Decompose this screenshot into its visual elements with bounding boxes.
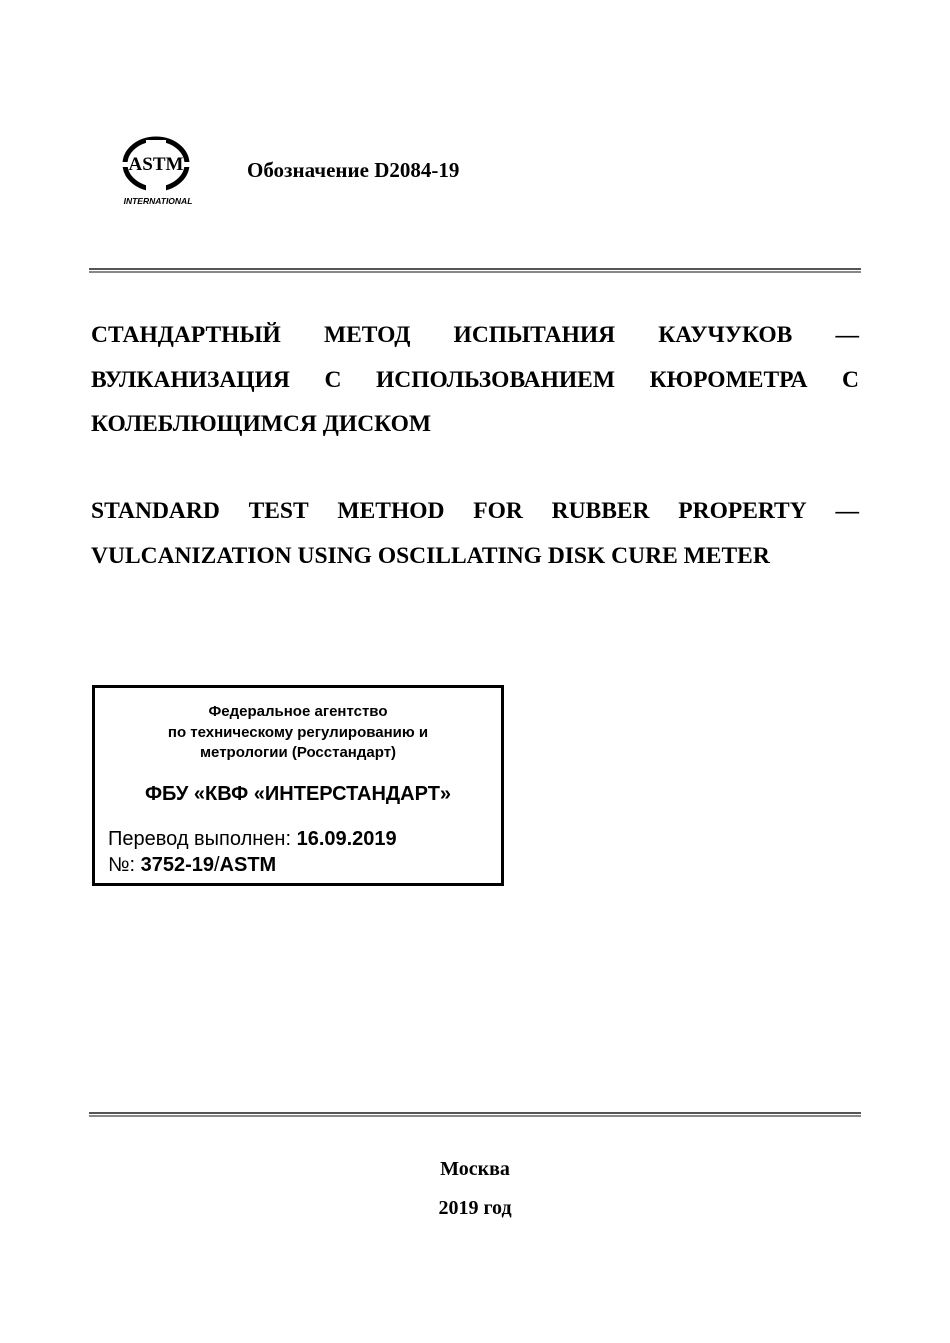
translation-number: 3752-19 — [140, 854, 214, 876]
logo-text: ASTM — [128, 154, 184, 175]
title-ru-line-1: СТАНДАРТНЫЙ МЕТОД ИСПЫТАНИЯ КАУЧУКОВ — — [91, 322, 859, 348]
agency-name: Федеральное агентство по техническому регулированию и метрологии (Росстандарт) — [167, 703, 429, 761]
translation-stamp — [92, 685, 504, 886]
title-ru-line-3: КОЛЕБЛЮЩИМСЯ ДИСКОМ — [91, 411, 432, 437]
translation-number-line: №: 3752-19/ASTM — [108, 854, 277, 876]
logo-subtext: INTERNATIONAL — [123, 196, 193, 206]
designation: Обозначение D2084-19 — [247, 158, 460, 182]
title-en — [91, 489, 859, 578]
title-en-line-1: STANDARD TEST METHOD FOR RUBBER PROPERTY — — [91, 498, 859, 524]
translation-number-label: №: — [108, 854, 136, 876]
top-divider — [89, 268, 861, 273]
translation-date-line — [108, 828, 397, 851]
year: 2019 год — [438, 1197, 512, 1219]
organization-name: ФБУ «КВФ «ИНТЕРСТАНДАРТ» — [144, 783, 452, 805]
title-en-line-2: VULCANIZATION USING OSCILLATING DISK CURE METER — [91, 542, 770, 569]
translation-date: 16.09.2019 — [296, 828, 397, 850]
translation-date-label: Перевод выполнен: — [108, 828, 292, 850]
title-ru-line-2: ВУЛКАНИЗАЦИЯ С ИСПОЛЬЗОВАНИЕМ КЮРОМЕТРА С — [91, 366, 859, 393]
city: Москва — [440, 1158, 510, 1180]
bottom-divider — [89, 1112, 861, 1117]
title-ru — [91, 313, 859, 447]
astm-logo — [118, 136, 202, 208]
